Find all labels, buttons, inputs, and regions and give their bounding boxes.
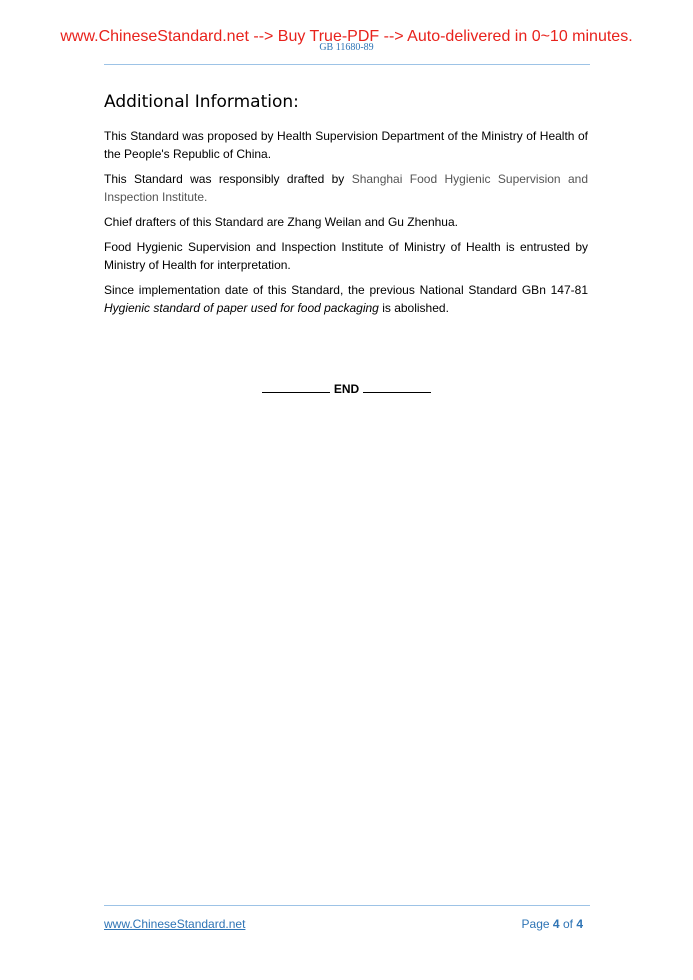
end-line-right [363, 382, 431, 393]
abolished-standard-title: Hygienic standard of paper used for food packaging [104, 301, 379, 315]
page-current: 4 [552, 917, 560, 931]
drafting-organization: Shanghai Food Hygienic Supervision and Inspection Institute. [104, 172, 588, 204]
page-word: Page [521, 917, 550, 931]
paragraph-interpretation: Food Hygienic Supervision and Inspection Institute of Ministry of Health is entrusted by Ministry of Health for interpretation. [104, 240, 588, 272]
paragraph-abolished-standard [104, 281, 588, 317]
paragraph-chief-drafters: Chief drafters of this Standard are Zhang Weilan and Gu Zhenhua. [104, 215, 458, 229]
page-of: of [562, 917, 573, 931]
page-total: 4 [576, 917, 583, 931]
abolished-prefix: Since implementation date of this Standard, the previous National Standard GBn 147-81 [104, 283, 588, 297]
document-code: GB 11680-89 [319, 42, 374, 53]
banner-link[interactable]: www.ChineseStandard.net --> Buy True-PDF --> Auto-delivered in 0~10 minutes. [60, 28, 633, 45]
section-heading: Additional Information: [104, 92, 299, 112]
end-marker [0, 381, 693, 397]
footer-divider [104, 905, 590, 906]
footer-site-link[interactable]: www.ChineseStandard.net [104, 917, 246, 931]
paragraph-drafted-by [104, 170, 588, 206]
end-line-left [262, 382, 330, 393]
end-label: END [333, 382, 360, 396]
paragraph-proposed-by: This Standard was proposed by Health Supervision Department of the Ministry of Health of the People's Republic of China. [104, 129, 588, 161]
page-indicator [522, 916, 583, 932]
document-body [104, 127, 588, 324]
abolished-suffix: is abolished. [378, 301, 449, 315]
header-divider [104, 64, 590, 65]
paragraph-drafted-by-prefix: This Standard was responsibly drafted by [104, 172, 352, 186]
